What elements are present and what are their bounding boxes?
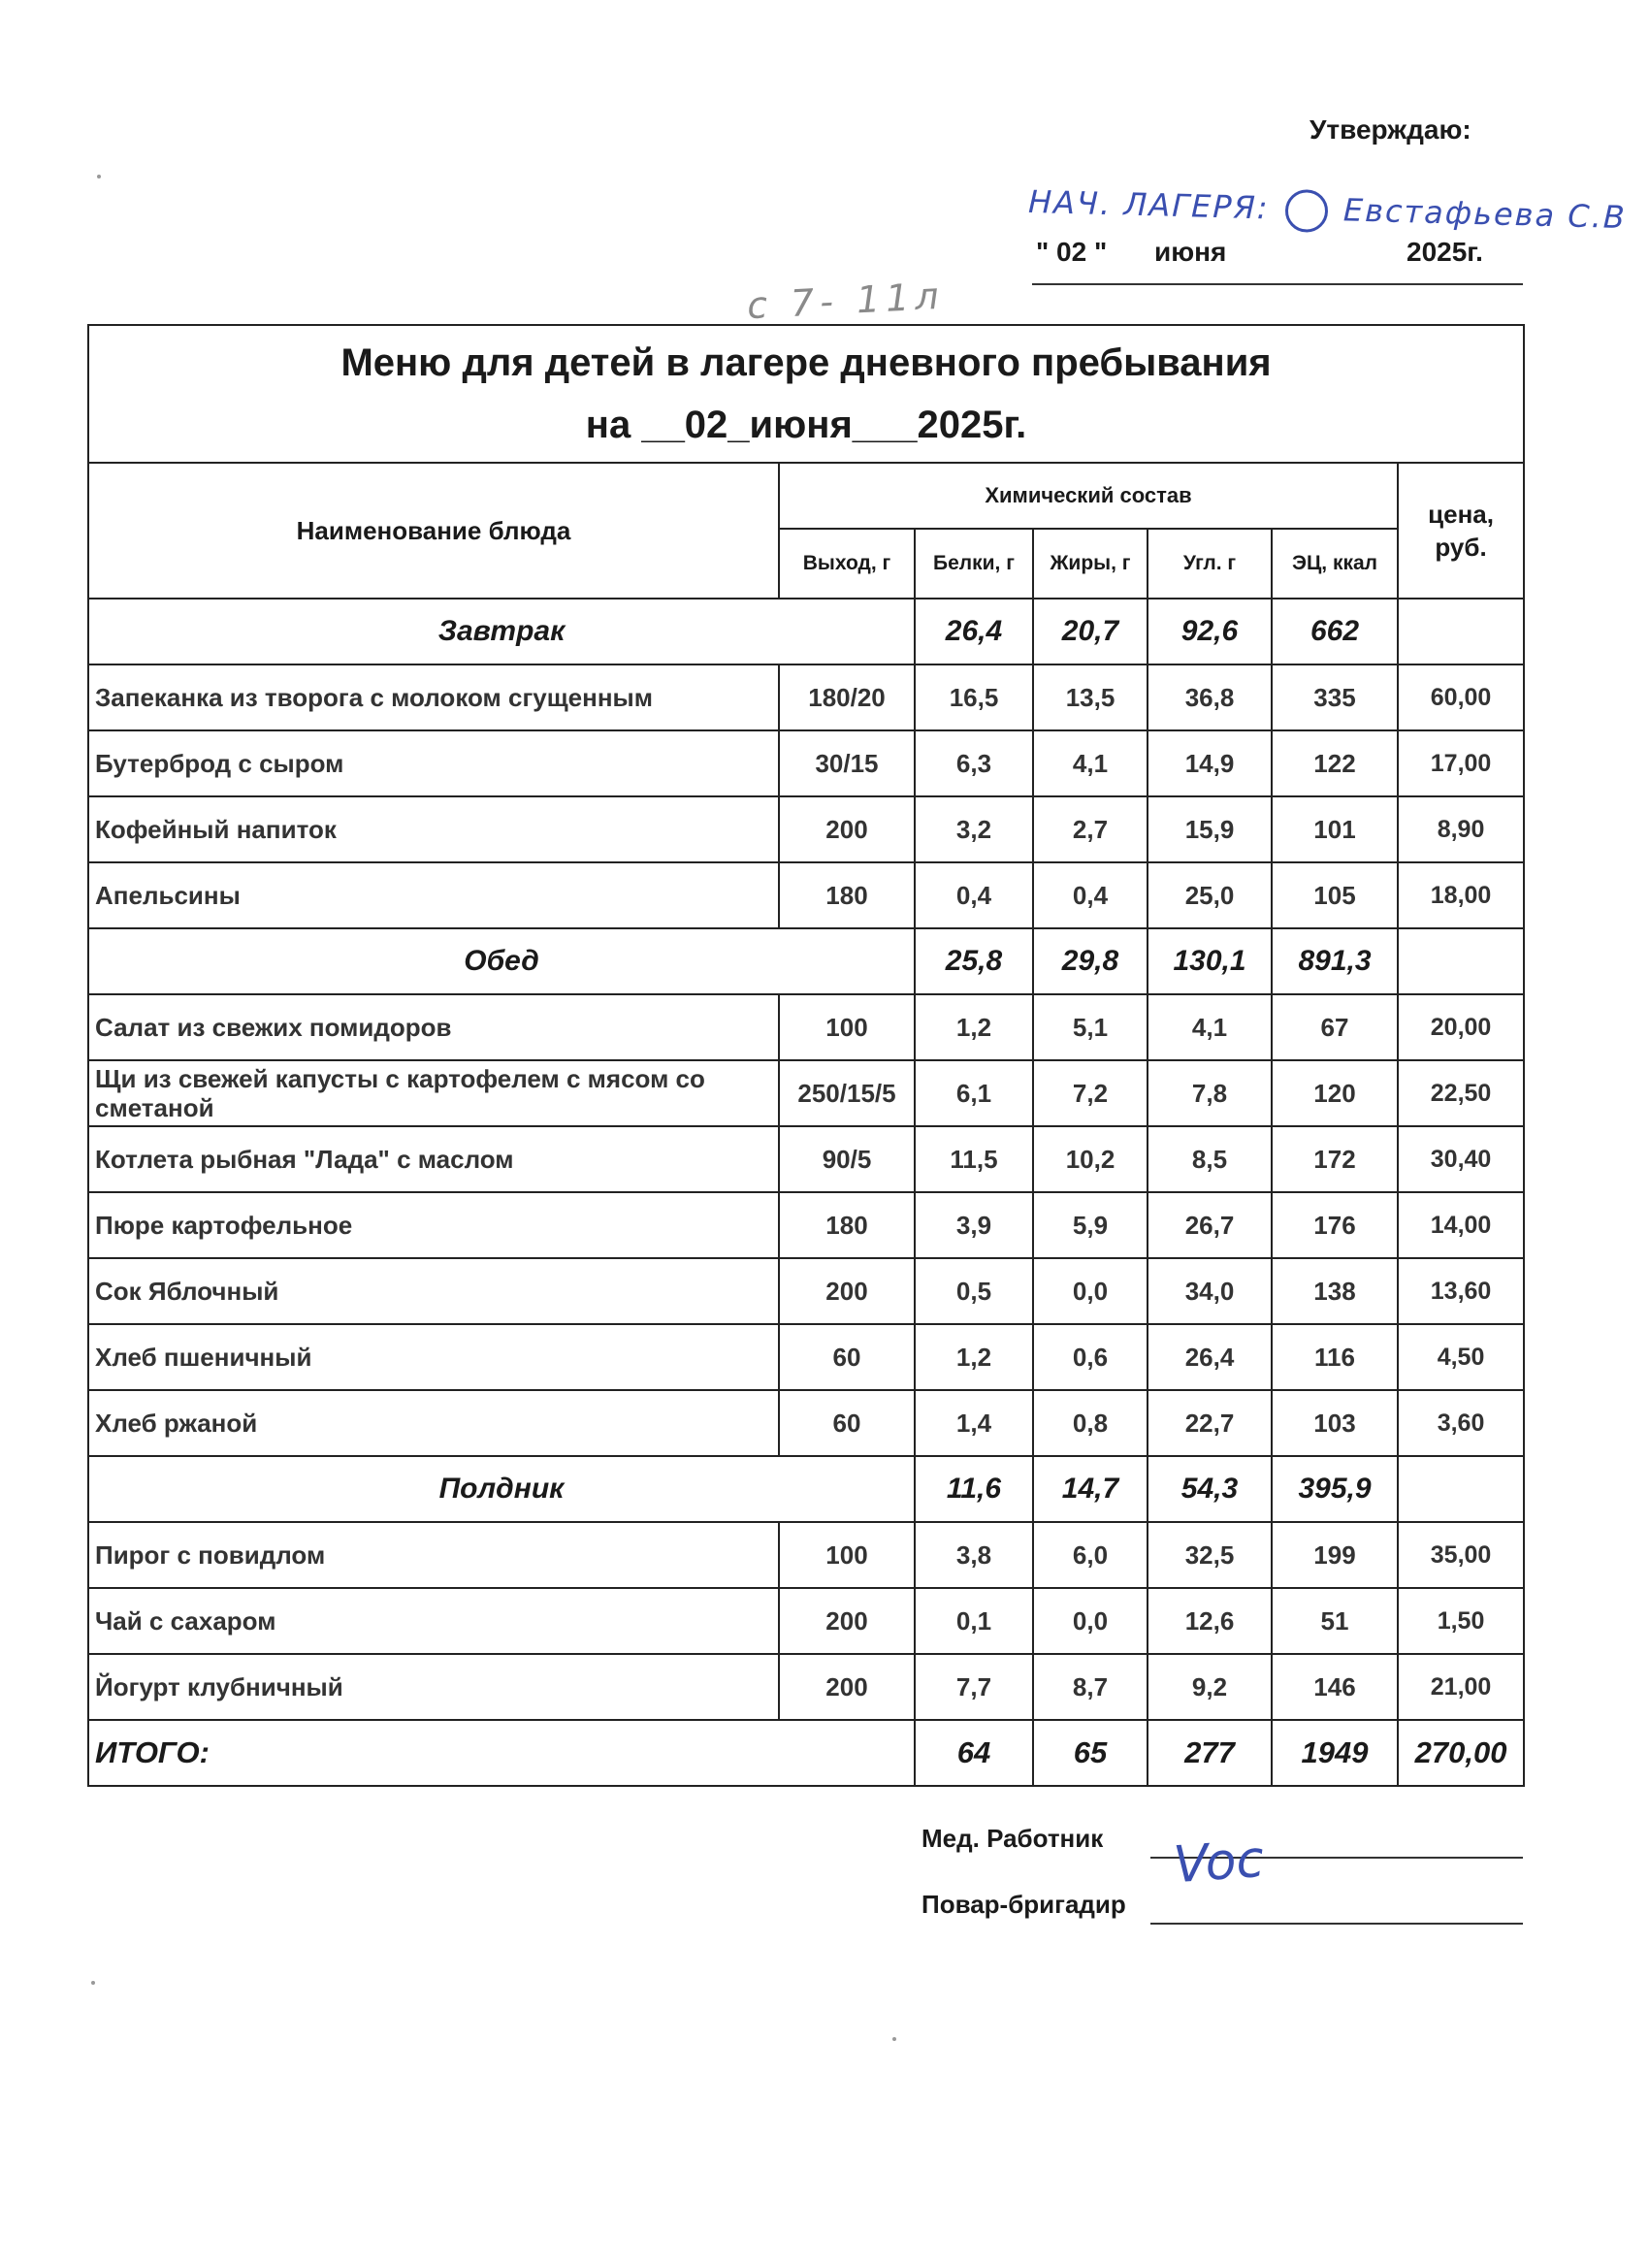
dish-price: 35,00 <box>1398 1522 1524 1588</box>
dish-name: Пирог с повидлом <box>88 1522 779 1588</box>
dish-kcal: 335 <box>1272 664 1398 730</box>
total-row <box>88 1720 1524 1786</box>
dish-kcal: 120 <box>1272 1060 1398 1126</box>
section-row <box>88 599 1524 664</box>
section-name: Завтрак <box>88 599 915 664</box>
dish-name: Хлеб пшеничный <box>88 1324 779 1390</box>
dish-carbs: 12,6 <box>1148 1588 1272 1654</box>
dish-protein: 6,3 <box>915 730 1033 796</box>
date-underline <box>1032 283 1523 285</box>
dish-kcal: 199 <box>1272 1522 1398 1588</box>
approver-handwritten <box>1028 182 1628 241</box>
dish-name: Салат из свежих помидоров <box>88 994 779 1060</box>
scan-speck <box>892 2037 896 2041</box>
dish-name: Котлета рыбная "Лада" с маслом <box>88 1126 779 1192</box>
dish-price: 18,00 <box>1398 862 1524 928</box>
dish-protein: 7,7 <box>915 1654 1033 1720</box>
dish-carbs: 7,8 <box>1148 1060 1272 1126</box>
dish-price: 13,60 <box>1398 1258 1524 1324</box>
cook-signature-line <box>1150 1923 1523 1925</box>
total-protein: 64 <box>915 1720 1033 1786</box>
section-total: 20,7 <box>1033 599 1148 664</box>
scan-speck <box>97 175 101 178</box>
total-price: 270,00 <box>1398 1720 1524 1786</box>
menu-title <box>88 325 1524 463</box>
table-row <box>88 1588 1524 1654</box>
dish-kcal: 176 <box>1272 1192 1398 1258</box>
dish-output: 200 <box>779 1588 915 1654</box>
dish-carbs: 15,9 <box>1148 796 1272 862</box>
dish-carbs: 34,0 <box>1148 1258 1272 1324</box>
dish-kcal: 51 <box>1272 1588 1398 1654</box>
section-total: 130,1 <box>1148 928 1272 994</box>
dish-price: 60,00 <box>1398 664 1524 730</box>
dish-kcal: 101 <box>1272 796 1398 862</box>
dish-kcal: 146 <box>1272 1654 1398 1720</box>
dish-price: 21,00 <box>1398 1654 1524 1720</box>
total-label: ИТОГО: <box>88 1720 915 1786</box>
dish-output: 180/20 <box>779 664 915 730</box>
dish-price: 22,50 <box>1398 1060 1524 1126</box>
dish-protein: 3,8 <box>915 1522 1033 1588</box>
dish-fat: 5,1 <box>1033 994 1148 1060</box>
chem-composition-header: Химический состав <box>779 463 1398 529</box>
dish-name: Апельсины <box>88 862 779 928</box>
dish-fat: 10,2 <box>1033 1126 1148 1192</box>
dish-protein: 1,2 <box>915 994 1033 1060</box>
dish-output: 60 <box>779 1324 915 1390</box>
dish-name: Йогурт клубничный <box>88 1654 779 1720</box>
table-row <box>88 1060 1524 1126</box>
dish-name: Запеканка из творога с молоком сгущенным <box>88 664 779 730</box>
dish-name: Щи из свежей капусты с картофелем с мясом со сметаной <box>88 1060 779 1126</box>
dish-fat: 5,9 <box>1033 1192 1148 1258</box>
dish-carbs: 26,4 <box>1148 1324 1272 1390</box>
table-row <box>88 862 1524 928</box>
dish-price: 17,00 <box>1398 730 1524 796</box>
menu-title-line2: на __02_июня___2025г. <box>585 404 1027 446</box>
dish-output: 60 <box>779 1390 915 1456</box>
dish-price: 20,00 <box>1398 994 1524 1060</box>
column-header: Угл. г <box>1148 529 1272 599</box>
dish-fat: 4,1 <box>1033 730 1148 796</box>
column-header: Белки, г <box>915 529 1033 599</box>
dish-price: 30,40 <box>1398 1126 1524 1192</box>
dish-kcal: 138 <box>1272 1258 1398 1324</box>
column-header: ЭЦ, ккал <box>1272 529 1398 599</box>
dish-protein: 3,2 <box>915 796 1033 862</box>
section-total: 54,3 <box>1148 1456 1272 1522</box>
dish-carbs: 8,5 <box>1148 1126 1272 1192</box>
dish-carbs: 36,8 <box>1148 664 1272 730</box>
section-total: 92,6 <box>1148 599 1272 664</box>
dish-price: 3,60 <box>1398 1390 1524 1456</box>
dish-carbs: 32,5 <box>1148 1522 1272 1588</box>
approval-day: " 02 " <box>1036 237 1108 267</box>
dish-price: 14,00 <box>1398 1192 1524 1258</box>
dish-fat: 13,5 <box>1033 664 1148 730</box>
dish-protein: 6,1 <box>915 1060 1033 1126</box>
approver-name: Евстафьева С.В <box>1342 191 1628 237</box>
table-row <box>88 1654 1524 1720</box>
section-price-empty <box>1398 599 1524 664</box>
column-header: Выход, г <box>779 529 915 599</box>
med-worker-label: Мед. Работник <box>922 1824 1104 1853</box>
cook-label: Повар-бригадир <box>922 1890 1126 1919</box>
dish-output: 100 <box>779 994 915 1060</box>
section-total: 662 <box>1272 599 1398 664</box>
section-row <box>88 1456 1524 1522</box>
header-row <box>88 463 1524 529</box>
dish-output: 250/15/5 <box>779 1060 915 1126</box>
approver-position: НАЧ. ЛАГЕРЯ: <box>1027 182 1271 227</box>
dish-protein: 0,4 <box>915 862 1033 928</box>
table-row <box>88 1258 1524 1324</box>
scan-speck <box>91 1981 95 1985</box>
dish-fat: 7,2 <box>1033 1060 1148 1126</box>
section-price-empty <box>1398 928 1524 994</box>
table-row <box>88 796 1524 862</box>
approval-title: Утверждаю: <box>1310 114 1471 145</box>
column-header: Жиры, г <box>1033 529 1148 599</box>
seal-icon <box>1284 189 1328 233</box>
dish-carbs: 25,0 <box>1148 862 1272 928</box>
dish-name: Хлеб ржаной <box>88 1390 779 1456</box>
dish-name: Сок Яблочный <box>88 1258 779 1324</box>
menu-title-line1: Меню для детей в лагере дневного пребывания <box>340 341 1272 384</box>
dish-output: 200 <box>779 796 915 862</box>
dish-name: Чай с сахаром <box>88 1588 779 1654</box>
table-row <box>88 664 1524 730</box>
approval-year: 2025г. <box>1406 237 1483 267</box>
dish-price: 1,50 <box>1398 1588 1524 1654</box>
dish-name-header: Наименование блюда <box>88 463 779 599</box>
section-total: 29,8 <box>1033 928 1148 994</box>
table-row <box>88 994 1524 1060</box>
dish-output: 100 <box>779 1522 915 1588</box>
dish-protein: 11,5 <box>915 1126 1033 1192</box>
dish-output: 200 <box>779 1258 915 1324</box>
section-total: 891,3 <box>1272 928 1398 994</box>
dish-output: 30/15 <box>779 730 915 796</box>
table-row <box>88 1126 1524 1192</box>
dish-carbs: 26,7 <box>1148 1192 1272 1258</box>
dish-kcal: 105 <box>1272 862 1398 928</box>
dish-fat: 0,0 <box>1033 1588 1148 1654</box>
section-name: Полдник <box>88 1456 915 1522</box>
dish-output: 90/5 <box>779 1126 915 1192</box>
section-price-empty <box>1398 1456 1524 1522</box>
total-kcal: 1949 <box>1272 1720 1398 1786</box>
dish-kcal: 103 <box>1272 1390 1398 1456</box>
dish-fat: 2,7 <box>1033 796 1148 862</box>
dish-name: Пюре картофельное <box>88 1192 779 1258</box>
dish-kcal: 67 <box>1272 994 1398 1060</box>
cook-signature: Voc <box>1172 1830 1266 1895</box>
dish-carbs: 9,2 <box>1148 1654 1272 1720</box>
dish-carbs: 14,9 <box>1148 730 1272 796</box>
dish-kcal: 172 <box>1272 1126 1398 1192</box>
title-row <box>88 325 1524 463</box>
dish-output: 180 <box>779 862 915 928</box>
dish-price: 8,90 <box>1398 796 1524 862</box>
dish-protein: 3,9 <box>915 1192 1033 1258</box>
section-total: 14,7 <box>1033 1456 1148 1522</box>
dish-fat: 0,4 <box>1033 862 1148 928</box>
dish-fat: 0,6 <box>1033 1324 1148 1390</box>
table-row <box>88 1522 1524 1588</box>
dish-carbs: 22,7 <box>1148 1390 1272 1456</box>
price-header: цена, руб. <box>1398 463 1524 599</box>
total-fat: 65 <box>1033 1720 1148 1786</box>
approval-month: июня <box>1154 237 1227 267</box>
table-row <box>88 1390 1524 1456</box>
age-note: с 7- 11л <box>745 274 946 328</box>
dish-fat: 8,7 <box>1033 1654 1148 1720</box>
table-row <box>88 1192 1524 1258</box>
table-row <box>88 1324 1524 1390</box>
dish-kcal: 116 <box>1272 1324 1398 1390</box>
dish-output: 180 <box>779 1192 915 1258</box>
section-row <box>88 928 1524 994</box>
dish-name: Кофейный напиток <box>88 796 779 862</box>
dish-price: 4,50 <box>1398 1324 1524 1390</box>
dish-protein: 1,4 <box>915 1390 1033 1456</box>
dish-carbs: 4,1 <box>1148 994 1272 1060</box>
dish-protein: 0,5 <box>915 1258 1033 1324</box>
dish-protein: 0,1 <box>915 1588 1033 1654</box>
dish-kcal: 122 <box>1272 730 1398 796</box>
dish-protein: 16,5 <box>915 664 1033 730</box>
menu-table <box>87 324 1525 1787</box>
total-carbs: 277 <box>1148 1720 1272 1786</box>
dish-fat: 0,0 <box>1033 1258 1148 1324</box>
section-total: 11,6 <box>915 1456 1033 1522</box>
section-total: 26,4 <box>915 599 1033 664</box>
dish-protein: 1,2 <box>915 1324 1033 1390</box>
dish-fat: 6,0 <box>1033 1522 1148 1588</box>
dish-name: Бутерброд с сыром <box>88 730 779 796</box>
table-row <box>88 730 1524 796</box>
section-name: Обед <box>88 928 915 994</box>
dish-fat: 0,8 <box>1033 1390 1148 1456</box>
section-total: 25,8 <box>915 928 1033 994</box>
dish-output: 200 <box>779 1654 915 1720</box>
section-total: 395,9 <box>1272 1456 1398 1522</box>
